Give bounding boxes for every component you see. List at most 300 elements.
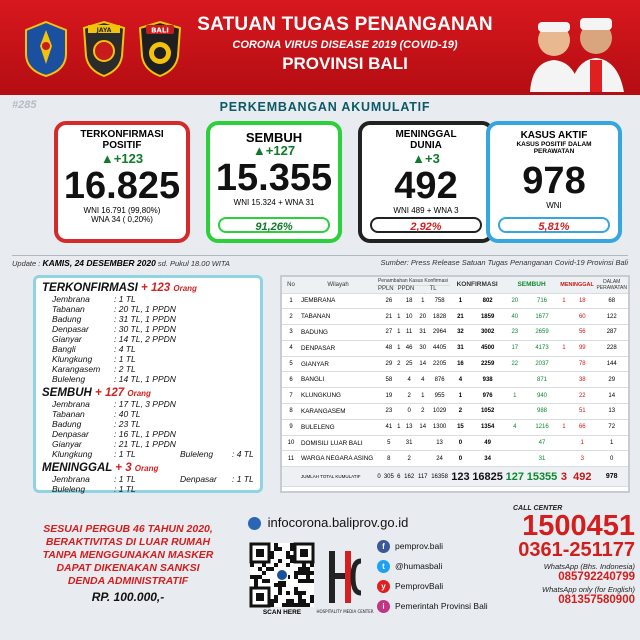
table-cell: 34 (471, 451, 504, 467)
table-cell: 22 (504, 356, 525, 372)
governor-portrait-icon (520, 4, 630, 92)
table-cell: 58 (382, 372, 396, 388)
daily-deaths-list (42, 474, 254, 494)
daily-line (42, 419, 254, 429)
table-cell (504, 404, 525, 420)
table-cell: JUMLAH TOTAL KUMULATIF (300, 467, 376, 487)
table-cell: 976 (471, 388, 504, 404)
recovered-card (206, 121, 342, 243)
table-cell: 1 (569, 435, 595, 451)
table-cell: 0 (595, 451, 628, 467)
table-cell: 23 (382, 404, 396, 420)
daily-line-value: : 30 TL, 1 PPDN (114, 324, 176, 334)
daily-line (42, 439, 254, 449)
daily-confirmed-unit: Orang (173, 284, 197, 293)
bali-province-emblem-icon (22, 20, 70, 78)
table-cell: 14 (416, 419, 429, 435)
table-cell: 1 (595, 435, 628, 451)
qr-code-icon[interactable] (250, 543, 314, 607)
table-cell: 27 (382, 325, 396, 341)
table-body (282, 293, 628, 487)
daily-line (42, 429, 254, 439)
table-cell: 4 (416, 372, 429, 388)
social-y-icon: y (377, 580, 390, 593)
recovered-total: 15.355 (215, 157, 333, 199)
social-link[interactable] (377, 559, 502, 573)
table-cell: 40 (504, 309, 525, 325)
table-cell: 1216 (525, 419, 558, 435)
daily-line-value: : 1 TL (114, 484, 136, 494)
table-cell: 11 (282, 451, 300, 467)
table-cell: 3002 (471, 325, 504, 341)
table-cell: 4 (504, 419, 525, 435)
table-cell: 38 (569, 372, 595, 388)
table-cell: 2259 (471, 356, 504, 372)
daily-line-value: : 31 TL, 1 PPDN (114, 314, 176, 324)
table-cell: 1 (559, 293, 569, 309)
table-cell: 955 (429, 388, 450, 404)
table-cell (416, 451, 429, 467)
table-cell: 1 (396, 309, 402, 325)
table-cell: 1 (416, 388, 429, 404)
table-cell: 51 (569, 404, 595, 420)
confirmed-total: 16.825 (63, 165, 181, 207)
recovered-increase: ▲+127 (252, 143, 296, 158)
table-cell: 16 (450, 356, 471, 372)
website-text: infocorona.baliprov.go.id (267, 515, 409, 530)
table-cell: 1 (396, 340, 402, 356)
table-cell: GIANYAR (300, 356, 376, 372)
hmc-logo-icon (316, 547, 374, 625)
table-header-sembuh: SEMBUH (504, 277, 558, 293)
table-cell: 0 (450, 451, 471, 467)
table-cell: 21 (382, 309, 396, 325)
table-cell: 14 (595, 388, 628, 404)
table-cell: 0 (402, 404, 416, 420)
deaths-percentage: 2,92% (370, 217, 482, 233)
daily-line-value: : 1 TL (114, 294, 136, 304)
table-cell (559, 356, 569, 372)
table-cell: 144 (595, 356, 628, 372)
daily-deaths-unit: Orang (134, 464, 159, 473)
table-cell (416, 435, 429, 451)
table-cell: 49 (471, 435, 504, 451)
table-cell: 4 (282, 340, 300, 356)
header-title: SATUAN TUGAS PENANGANAN (197, 14, 493, 35)
table-cell: 24 (429, 451, 450, 467)
table-cell: 16358 (429, 467, 450, 487)
table-cell: 1029 (429, 404, 450, 420)
table-cell: 31 (525, 451, 558, 467)
active-breakdown: WNI (546, 201, 562, 210)
table-cell: 48 (382, 340, 396, 356)
whatsapp-english-number[interactable]: 081357580900 (558, 594, 635, 606)
daily-line-value: : 21 TL, 1 PPDN (114, 439, 176, 449)
daily-line (42, 344, 254, 354)
daily-line (42, 334, 254, 344)
table-cell: 8 (282, 404, 300, 420)
table-cell: 26 (382, 293, 396, 309)
social-text: PemprovBali (395, 581, 444, 591)
table-cell: 7 (282, 388, 300, 404)
table-cell (504, 372, 525, 388)
daily-line (42, 364, 254, 374)
daily-line-value: : 1 TL (114, 449, 136, 459)
table-cell: 3 (559, 467, 569, 487)
deaths-increase: ▲+3 (412, 151, 440, 166)
table-cell: 876 (429, 372, 450, 388)
table-cell (504, 451, 525, 467)
police-emblem-text: JAYA (96, 27, 112, 34)
daily-line-region: Jembrana (52, 474, 90, 484)
table-cell: 4500 (471, 340, 504, 356)
update-line (12, 255, 628, 268)
table-cell: 122 (595, 309, 628, 325)
table-cell: 4 (402, 372, 416, 388)
mask-warning (8, 523, 248, 604)
recovered-percentage: 91,26% (218, 217, 330, 233)
table-cell: 117 (416, 467, 429, 487)
table-cell (559, 325, 569, 341)
table-cell: 127 (504, 467, 525, 487)
table-cell (559, 372, 569, 388)
table-cell: 228 (595, 340, 628, 356)
table-cell: 13 (429, 435, 450, 451)
table-row (282, 356, 628, 372)
header-title-block (195, 14, 495, 74)
table-cell: 18 (402, 293, 416, 309)
social-link[interactable] (377, 599, 502, 613)
daily-line-region: Jembrana (52, 399, 90, 409)
qr-label: SCAN HERE (262, 609, 302, 616)
table-cell: 758 (429, 293, 450, 309)
daily-line-region: Tabanan (52, 304, 85, 314)
table-cell: 1 (282, 293, 300, 309)
table-cell: 1677 (525, 309, 558, 325)
daily-line (42, 324, 254, 334)
daily-line-value: : 4 TL (114, 344, 136, 354)
table-cell: 14 (416, 356, 429, 372)
daily-line-value: : 2 TL (114, 364, 136, 374)
table-cell: 72 (595, 419, 628, 435)
table-cell (559, 309, 569, 325)
table-row (282, 404, 628, 420)
table-cell: 10 (282, 435, 300, 451)
table-cell: 716 (525, 293, 558, 309)
daily-line-region: Klungkung (52, 354, 93, 364)
table-cell: 2 (450, 404, 471, 420)
table-total-row (282, 467, 628, 487)
table-cell: 2 (402, 451, 416, 467)
hmc-logo-text: HOSPITALITY MEDIA CENTER (316, 609, 374, 614)
website-link[interactable] (248, 515, 408, 530)
table-cell: 16825 (471, 467, 504, 487)
table-cell: 1 (504, 388, 525, 404)
confirmed-increase: ▲+123 (100, 151, 144, 166)
table-cell: 41 (382, 419, 396, 435)
recovered-title: SEMBUH (245, 130, 303, 145)
daily-line-value: : 23 TL (114, 419, 141, 429)
table-cell: 17 (504, 340, 525, 356)
table-cell: 1 (450, 388, 471, 404)
table-cell: 31 (450, 340, 471, 356)
daily-line (42, 484, 254, 494)
table-cell: 1 (396, 419, 402, 435)
table-cell: 5 (382, 435, 396, 451)
daily-confirmed-title: TERKONFIRMASI (42, 282, 138, 294)
table-cell: 978 (595, 467, 628, 487)
table-cell: 15 (450, 419, 471, 435)
table-cell: JEMBRANA (300, 293, 376, 309)
daily-line-value: : 1 TL (114, 474, 136, 484)
table-cell: 5 (282, 356, 300, 372)
daily-line-value: : 17 TL, 3 PPDN (114, 399, 176, 409)
table-cell: 1300 (429, 419, 450, 435)
warning-line: SESUAI PERGUB 46 TAHUN 2020, (43, 523, 213, 535)
table-cell: 13 (595, 404, 628, 420)
table-cell: KLUNGKUNG (300, 388, 376, 404)
table-cell: 29 (382, 356, 396, 372)
daily-line-region: Bangli (52, 344, 76, 354)
table-cell: 29 (595, 372, 628, 388)
daily-line (42, 314, 254, 324)
social-i-icon: i (377, 600, 390, 613)
mask-warning-lines (8, 523, 248, 588)
daily-recovered-heading (42, 387, 254, 399)
daily-recovered-title: SEMBUH (42, 387, 92, 399)
table-cell: 1354 (471, 419, 504, 435)
table-cell (559, 451, 569, 467)
call-center-number[interactable]: 1500451 (522, 510, 635, 542)
mask-fine: RP. 100.000,- (91, 590, 165, 604)
table-cell: 19 (382, 388, 396, 404)
table-row (282, 340, 628, 356)
deaths-total: 492 (394, 165, 458, 207)
table-cell (559, 388, 569, 404)
daily-line-region: Gianyar (52, 439, 82, 449)
warning-line: TANPA MENGGUNAKAN MASKER (42, 549, 214, 561)
social-link[interactable] (377, 579, 502, 593)
table-cell: 30 (416, 340, 429, 356)
table-cell: 10 (402, 309, 416, 325)
daily-line-value: : 14 TL, 1 PPDN (114, 374, 176, 384)
regional-table (280, 275, 630, 493)
table-cell: 13 (402, 419, 416, 435)
table-cell: 988 (525, 404, 558, 420)
social-text: @humasbali (395, 561, 443, 571)
table-cell: 938 (471, 372, 504, 388)
table-cell: 1 (559, 419, 569, 435)
table-cell: 287 (595, 325, 628, 341)
table-cell: 66 (569, 419, 595, 435)
deaths-breakdown: WNI 489 + WNA 3 (393, 206, 459, 215)
table-cell: 9 (282, 419, 300, 435)
table-cell: 2 (282, 309, 300, 325)
table-cell: 3 (282, 325, 300, 341)
table-cell: 2 (402, 388, 416, 404)
daily-line-value: : 20 TL, 1 PPDN (114, 304, 176, 314)
table-row (282, 293, 628, 309)
social-text: Pemerintah Provinsi Bali (395, 601, 488, 611)
table-row (282, 435, 628, 451)
table-cell: 1828 (429, 309, 450, 325)
table-cell: 1052 (471, 404, 504, 420)
confirmed-wni: WNI 16.791 (99,80%) (83, 206, 161, 215)
table-header-group: Penambahan Kasus Konfirmasi (377, 277, 448, 284)
header-province: PROVINSI BALI (282, 54, 408, 73)
table-cell: 2205 (429, 356, 450, 372)
daily-line (42, 449, 254, 459)
daily-line (42, 294, 254, 304)
table-cell: 8 (382, 451, 396, 467)
header-banner (0, 0, 640, 95)
daily-line (42, 399, 254, 409)
warning-line: DENDA ADMINISTRATIF (67, 575, 189, 587)
table-cell: BANGLI (300, 372, 376, 388)
table-header-ppln: PPLN (377, 286, 394, 292)
table-cell (559, 435, 569, 451)
table-cell: 802 (471, 293, 504, 309)
daily-line-region: Buleleng (180, 449, 214, 459)
table-cell: DENPASAR (300, 340, 376, 356)
whatsapp-indonesia-number[interactable]: 085792240799 (558, 571, 635, 583)
daily-line-region: Badung (52, 314, 82, 324)
table-cell: 20 (504, 293, 525, 309)
table-cell: 15355 (525, 467, 558, 487)
active-title: KASUS AKTIF (520, 130, 588, 141)
table-cell (504, 435, 525, 451)
globe-icon (248, 517, 261, 530)
confirmed-card (54, 121, 190, 243)
table-cell: 18 (569, 293, 595, 309)
table-cell: 2659 (525, 325, 558, 341)
daily-line-region: Badung (52, 419, 82, 429)
active-subtitle: KASUS POSITIF DALAM PERAWATAN (516, 141, 592, 155)
table-cell: 305 (382, 467, 396, 487)
active-percentage: 5,81% (498, 217, 610, 233)
table-cell: 20 (416, 309, 429, 325)
daily-line-value: : 1 TL (232, 474, 254, 484)
daily-recovered-list (42, 399, 254, 459)
call-center-landline[interactable]: 0361-251177 (518, 539, 635, 561)
table-header-konfirmasi: KONFIRMASI (450, 277, 504, 293)
table-header-tl: TL (416, 285, 450, 293)
table-cell: 871 (525, 372, 558, 388)
active-card (486, 121, 622, 243)
table-cell: 4405 (429, 340, 450, 356)
police-bali-emblem-text: BALI (151, 26, 169, 35)
table-cell: KARANGASEM (300, 404, 376, 420)
table-cell: 0 (376, 467, 382, 487)
table-cell: 68 (595, 293, 628, 309)
table-row (282, 372, 628, 388)
table-cell: 56 (569, 325, 595, 341)
footer (0, 505, 640, 640)
header-subtitle: CORONA VIRUS DISEASE 2019 (COVID-19) (232, 39, 458, 51)
table-cell: 1 (396, 325, 402, 341)
table-cell: 99 (569, 340, 595, 356)
daily-confirmed-heading (42, 282, 254, 294)
daily-line (42, 304, 254, 314)
table-header-no: No (282, 277, 300, 293)
daily-line-region: Denpasar (52, 429, 89, 439)
social-link[interactable] (377, 539, 502, 553)
table-cell: 6 (282, 372, 300, 388)
confirmed-wna: WNA 34 ( 0,20%) (91, 215, 153, 224)
daily-line-value: : 4 TL (232, 449, 254, 459)
table-cell: 1 (450, 293, 471, 309)
table-cell: 78 (569, 356, 595, 372)
update-time: sd. Pukul 18.00 WITA (157, 259, 230, 268)
daily-line (42, 409, 254, 419)
update-source: Sumber: Press Release Satuan Tugas Penanganan Covid-19 Provinsi Bali (380, 258, 628, 267)
table-cell: 23 (504, 325, 525, 341)
table-row (282, 325, 628, 341)
confirmed-title: TERKONFIRMASI POSITIF (80, 129, 164, 151)
call-center-block (505, 505, 635, 606)
table-cell: BADUNG (300, 325, 376, 341)
table-cell: 1 (416, 293, 429, 309)
daily-deaths-count: + 3 (115, 462, 132, 474)
daily-line-value: : 1 TL (114, 354, 136, 364)
warning-line: DAPAT DIKENAKAN SANKSI (56, 562, 200, 574)
daily-line-value: : 40 TL (114, 409, 141, 419)
table-cell: 162 (402, 467, 416, 487)
social-text: pemprov.bali (395, 541, 444, 551)
recovered-breakdown: WNI 15.324 + WNA 31 (233, 198, 315, 207)
update-label: Update : (12, 259, 41, 268)
daily-recovered-count: + 127 (95, 387, 125, 399)
table-cell (282, 467, 300, 487)
whatsapp-indonesia-label: WhatsApp (Bhs. Indonesia) (543, 562, 635, 571)
daily-line (42, 354, 254, 364)
table-cell: WARGA NEGARA ASING (300, 451, 376, 467)
table-cell: 32 (450, 325, 471, 341)
table-cell: BULELENG (300, 419, 376, 435)
table-cell: 123 (450, 467, 471, 487)
table-cell: 25 (402, 356, 416, 372)
table-cell: 22 (569, 388, 595, 404)
table-cell: 21 (450, 309, 471, 325)
daily-line-region: Denpasar (180, 474, 217, 484)
daily-line-region: Buleleng (52, 484, 86, 494)
edition-number: #285 (12, 99, 37, 111)
main-area (0, 95, 640, 640)
police-emblem-icon (80, 20, 128, 78)
social-t-icon: t (377, 560, 390, 573)
update-date: KAMIS, 24 DESEMBER 2020 (42, 258, 156, 268)
table-header-dalam-perawatan: DALAM PERAWATAN (595, 277, 628, 293)
table-header-wilayah: Wilayah (300, 277, 376, 293)
daily-line-region: Denpasar (52, 324, 89, 334)
table-cell: TABANAN (300, 309, 376, 325)
daily-line-region: Jembrana (52, 294, 90, 304)
daily-deaths-heading (42, 462, 254, 474)
table-cell: 940 (525, 388, 558, 404)
table-cell: 2964 (429, 325, 450, 341)
daily-line-region: Klungkung (52, 449, 93, 459)
table-cell: 0 (450, 435, 471, 451)
deaths-title: MENINGGAL DUNIA (395, 129, 457, 151)
police-bali-emblem-icon (136, 20, 184, 78)
table-row (282, 388, 628, 404)
table-header-meninggal: MENINGGAL (559, 277, 596, 293)
daily-breakdown-panel (33, 275, 263, 493)
daily-line-region: Gianyar (52, 334, 82, 344)
table-row (282, 419, 628, 435)
call-center-label: CALL CENTER (513, 505, 563, 512)
daily-deaths-title: MENINGGAL (42, 462, 113, 474)
